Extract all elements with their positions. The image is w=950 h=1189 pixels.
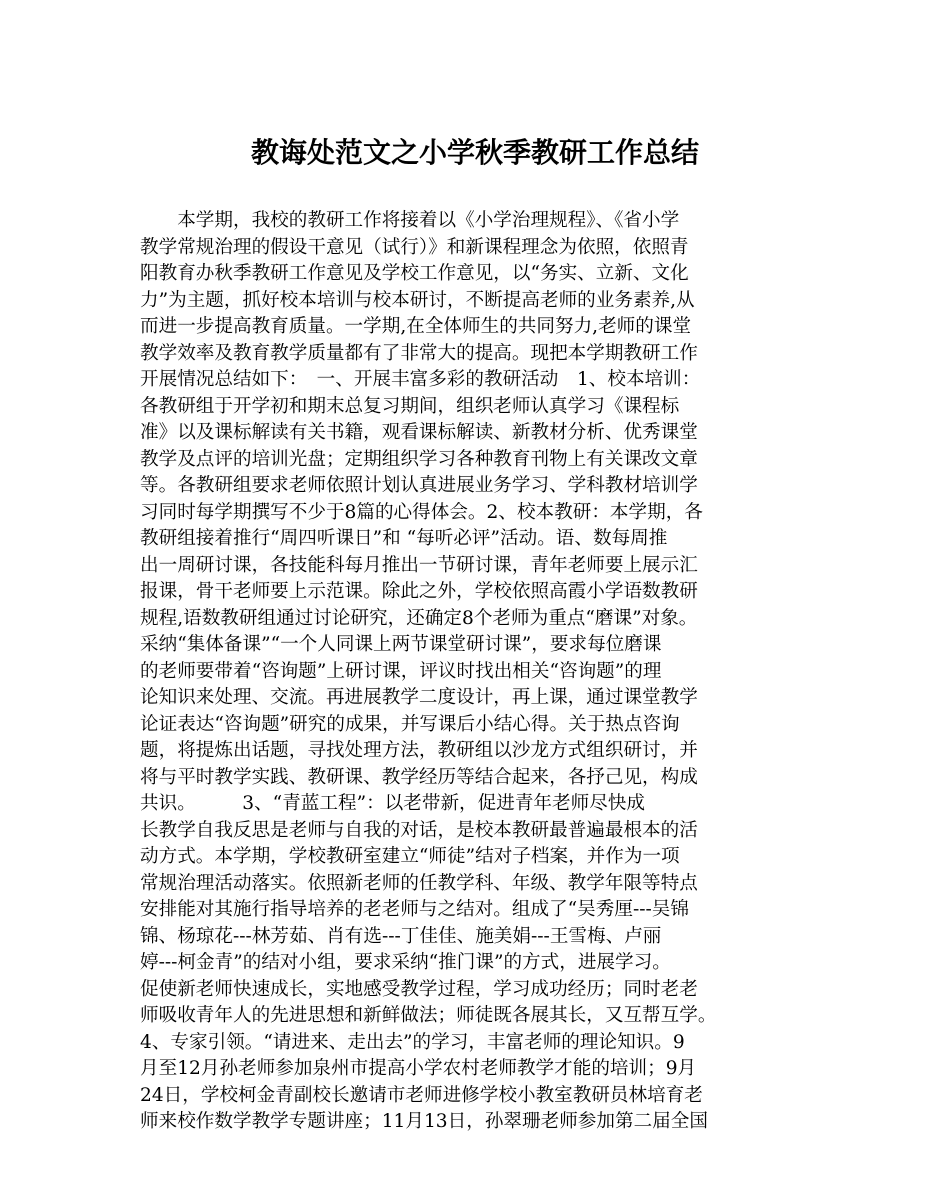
body-text-line: 采纳“集体备课”“一个人同课上两节课堂研讨课”，要求每位磨课 — [140, 634, 662, 655]
body-text-line: 题，将提炼出话题，寻找处理方法，教研组以沙龙方式组织研讨，并 — [140, 740, 698, 761]
body-text-line: 准》以及课标解读有关书籍，观看课标解读、新教材分析、优秀课堂 — [140, 422, 698, 443]
body-text-line: 锦、杨琼花---林芳茹、肖有选---丁佳佳、施美娟---王雪梅、卢丽 — [140, 925, 662, 947]
body-text-line: 师来校作数学教学专题讲座；11月13日，孙翠珊老师参加第二届全国 — [140, 1111, 708, 1132]
body-text-line: 教学及点评的培训光盘；定期组织学习各种教育刊物上有关课改文章 — [140, 448, 698, 470]
body-text-line: 报课，骨干老师要上示范课。除此之外，学校依照高霞小学语数教研 — [140, 581, 698, 602]
body-text-line: 的老师要带着“咨询题”上研讨课，评议时找出相关“咨询题”的理 — [140, 660, 662, 682]
body-text-line: 习同时每学期撰写不少于8篇的心得体会。2、校本教研：本学期，各 — [140, 501, 703, 523]
body-text-line: 教研组接着推行“周四听课日”和 “每听必评”活动。语、数每周推 — [140, 528, 668, 549]
body-text-line: 出一周研讨课，各技能科每月推出一节研讨课，青年老师要上展示汇 — [140, 554, 698, 576]
body-text-line: 婷---柯金青”的结对小组，要求采纳“推门课”的方式，进展学习。 — [140, 952, 671, 973]
body-text-line: 促使新老师快速成长，实地感受教学过程，学习成功经历；同时老老 — [140, 978, 698, 1000]
body-text-line: 常规治理活动落实。依照新老师的任教学科、年级、教学年限等特点 — [140, 872, 698, 894]
body-text-line: 教学常规治理的假设干意见（试行）》和新课程理念为依照，依照青 — [140, 236, 689, 258]
body-text-line: 开展情况总结如下： 一、开展丰富多彩的教研活动 1、校本培训： — [140, 369, 701, 390]
body-text-line: 各教研组于开学初和期末总复习期间，组织老师认真学习《课程标 — [140, 395, 680, 417]
body-text-line: 规程,语数教研组通过讨论研究，还确定8个老师为重点“磨课”对象。 — [140, 607, 698, 629]
body-text-line: 共识。 3、“青蓝工程”：以老带新，促进青年老师尽快成 — [140, 793, 645, 814]
body-text-line: 安排能对其施行指导培养的老老师与之结对。组成了“吴秀厘---吴锦 — [140, 899, 689, 920]
body-text-line: 本学期，我校的教研工作将接着以《小学治理规程》、《省小学 — [140, 210, 680, 231]
body-text-line: 论证表达“咨询题”研究的成果，并写课后小结心得。关于热点咨询 — [140, 713, 680, 735]
body-text-line: 力”为主题，抓好校本培训与校本研讨，不断提高老师的业务素养,从 — [140, 289, 695, 311]
body-text-line: 教学效率及教育教学质量都有了非常大的提高。现把本学期教研工作 — [140, 342, 698, 364]
body-text-line: 4、专家引领。“请进来、走出去”的学习，丰富老师的理论知识。9 — [140, 1031, 685, 1053]
body-text-line: 而进一步提高教育质量。一学期,在全体师生的共同努力,老师的课堂 — [140, 316, 692, 337]
body-text-line: 长教学自我反思是老师与自我的对话，是校本教研最普遍最根本的活 — [140, 819, 698, 841]
body-text-line: 月至12月孙老师参加泉州市提高小学农村老师教学才能的培训；9月 — [140, 1058, 697, 1079]
document-body — [140, 208, 810, 1136]
body-text-line: 论知识来处理、交流。再进展教学二度设计，再上课，通过课堂教学 — [140, 687, 698, 708]
document-title: 教诲处范文之小学秋季教研工作总结 — [250, 136, 699, 169]
body-text-line: 师吸收青年人的先进思想和新鲜做法；师徒既各展其长，又互帮互学。 — [140, 1005, 717, 1026]
body-text-line: 等。各教研组要求老师依照计划认真进展业务学习、学科教材培训学 — [140, 475, 698, 496]
body-text-line: 阳教育办秋季教研工作意见及学校工作意见，以“务实、立新、文化 — [140, 263, 689, 284]
body-text-line: 24日，学校柯金青副校长邀请市老师进修学校小教室教研员林培育老 — [140, 1084, 703, 1106]
body-text-line: 动方式。本学期，学校教研室建立“师徒”结对子档案，并作为一项 — [140, 846, 680, 867]
body-text-line: 将与平时教学实践、教研课、教学经历等结合起来，各抒己见，构成 — [140, 766, 698, 788]
